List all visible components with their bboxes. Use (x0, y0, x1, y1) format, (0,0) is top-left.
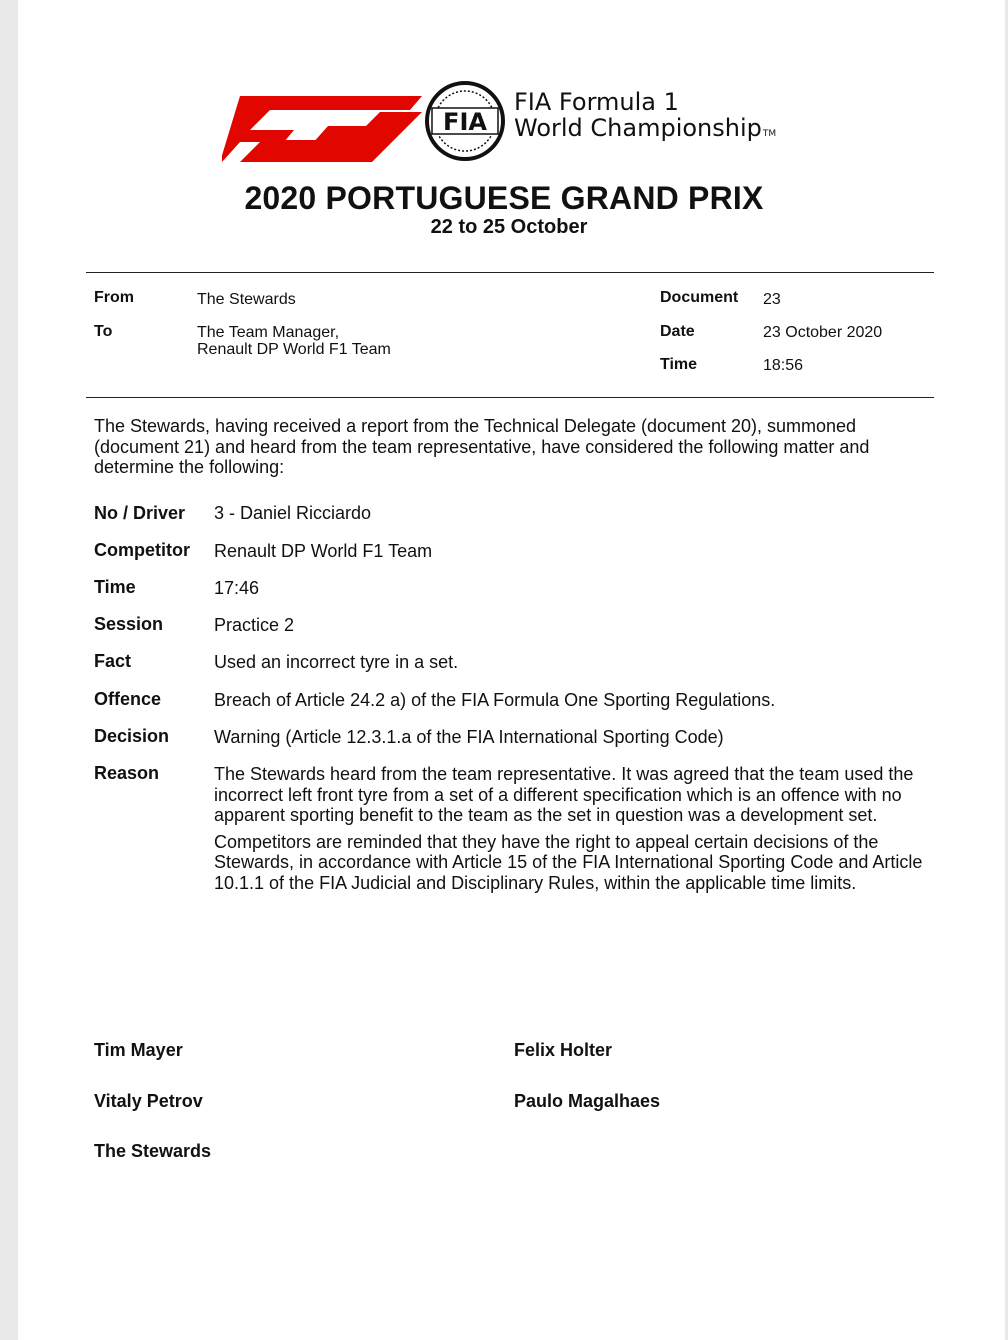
reason-text (214, 764, 930, 899)
to-value-line1: The Team Manager, (197, 324, 340, 341)
document-value: 23 (763, 291, 781, 308)
row-value-competitor: Renault DP World F1 Team (214, 541, 433, 561)
row-value-session: Practice 2 (214, 615, 295, 635)
signature-the-stewards: The Stewards (94, 1141, 212, 1161)
reason-paragraph-2: Competitors are reminded that they have the right to appeal certain decisions of the Stewards, in accordance with Article 15 of the FIA International Sporting Code and Article 10.1.1 of the FIA Judicial and Disciplinary Rules, within the applicable time limits. (214, 831, 923, 893)
to-label: To (94, 323, 113, 340)
row-label-competitor: Competitor (94, 540, 190, 560)
row-label-fact: Fact (94, 651, 132, 671)
row-label-decision: Decision (94, 726, 170, 746)
trademark-mark: TM (762, 129, 777, 139)
to-value-line2: Renault DP World F1 Team (197, 341, 391, 358)
row-label-time: Time (94, 577, 136, 597)
row-value-decision: Warning (Article 12.3.1.a of the FIA International Sporting Code) (214, 727, 724, 747)
row-label-driver: No / Driver (94, 503, 186, 523)
header-logo (222, 62, 822, 172)
f1-logo-icon (222, 86, 422, 166)
fia-badge-text: FIA (443, 108, 487, 136)
time-value: 18:56 (763, 357, 804, 374)
date-label: Date (660, 323, 695, 340)
brand-line-2-text: World Championship (514, 114, 762, 142)
event-dates: 22 to 25 October (430, 216, 588, 238)
signature-tim-mayer: Tim Mayer (94, 1040, 183, 1060)
row-label-offence: Offence (94, 689, 162, 709)
document-label: Document (660, 289, 739, 306)
row-value-fact: Used an incorrect tyre in a set. (214, 652, 459, 672)
header-top-rule (86, 272, 934, 273)
brand-line-1: FIA Formula 1 (514, 88, 679, 116)
from-label: From (94, 289, 134, 306)
event-title: 2020 PORTUGUESE GRAND PRIX (244, 180, 764, 216)
reason-paragraph-1: The Stewards heard from the team representative. It was agreed that the team used the incorrect left front tyre from a set of a different specification which is an offence with no apparent sporting benefit to the team as the set in question was a development set. (214, 764, 914, 825)
signature-paulo-magalhaes: Paulo Magalhaes (514, 1091, 661, 1111)
time-label: Time (660, 356, 698, 373)
row-value-time: 17:46 (214, 578, 260, 598)
signature-felix-holter: Felix Holter (514, 1040, 613, 1060)
fia-badge-icon (424, 80, 506, 162)
intro-paragraph: The Stewards, having received a report from the Technical Delegate (document 20), summoned (document 21) and heard from the team representative, have considered the following matter and determine the following: (94, 416, 870, 477)
from-value: The Stewards (197, 291, 296, 308)
row-label-reason: Reason (94, 763, 160, 783)
header-bottom-rule (86, 397, 934, 398)
signature-vitaly-petrov: Vitaly Petrov (94, 1091, 203, 1111)
row-value-driver: 3 - Daniel Ricciardo (214, 503, 372, 523)
row-label-session: Session (94, 614, 164, 634)
date-value: 23 October 2020 (763, 324, 883, 341)
brand-line-2 (514, 114, 776, 142)
row-value-offence: Breach of Article 24.2 a) of the FIA Formula One Sporting Regulations. (214, 690, 776, 710)
